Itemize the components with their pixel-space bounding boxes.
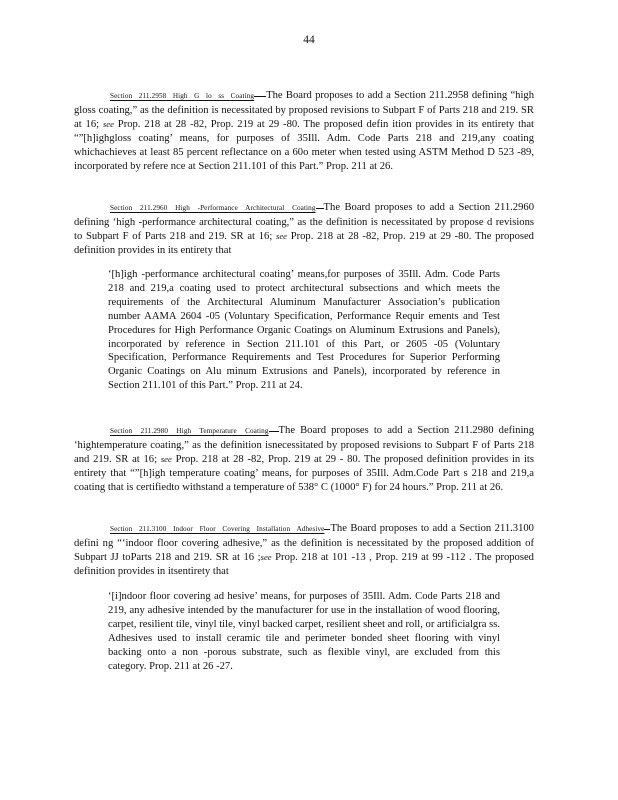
section-211-2960-paragraph [74,201,534,258]
section-211-2960-quotation: ‘[h]igh -performance architectural coating’ means,for purposes of 35Ill. Adm. Code Parts 218 and 219,a coating used to protect architectural subsections and which meets the requirements of the Architectural Aluminum Manufacturer Association’s publication number AAMA 2604 -05 (Voluntary Specification, Performance Requir ements and Test Procedures for High Performance Organic Coatings on Aluminum Extrusions and Panels), incorporated by reference in Section 211.101 of this Part, or 2605 -05 (Voluntary Specification, Performance Requirements and Test Procedures for Superior Performing Organic Coatings on Alu minum Extrusions and Panels), incorporated by reference in Section 211.101 of this Part.” Prop. 211 at 24. [108,269,500,392]
section-body: The Board proposes to add a Section 211.3100 defini ng “‘indoor floor covering adhesive,” as the definition is necessitated by the proposed addition of Subpart JJ toParts 218 and 219. SR at 16 ; [74,523,534,563]
see-signal: see [276,230,287,241]
section-heading: Section 211.2960 High -Performance Architectural Coating [110,204,316,212]
section-211-2958-paragraph [74,89,534,173]
section-body-continued: Prop. 218 at 28 -82, Prop. 219 at 29 - 80. The proposed definition provides in its entirety that “”[h]igh temperature coating’ means, for purposes of 35Ill. Adm.Code Part s 218 and 219,a coating that is certifiedto withstand a temperature of 538° C (1000° F) for 24 hours.” Prop. 211 at 26. [74,453,534,493]
section-body-continued: Prop. 218 at 28 -82, Prop. 219 at 29 -80. The proposed definition provides in its entirety that [74,230,534,256]
section-body: The Board proposes to add a Section 211.2960 defining ‘high -performance architectural coating,” as the definition is necessitated by propose d revisions to Subpart F of Parts 218 and 219. SR at 16; [74,202,534,242]
section-heading: Section 211.2958 High G lo ss Coating [110,92,255,100]
section-body: The Board proposes to add a Section 211.2980 defining ‘hightemperature coating,” as the definition isnecessitated by proposed revisions to Subpart F of Parts 218 and 219. SR at 16; [74,425,534,465]
section-body-continued: Prop. 218 at 28 -82, Prop. 219 at 29 -80. The proposed defin ition provides in its entirety that “”[h]ighgloss coating’ means, for purposes of 35Ill. Adm. Code Parts 218 and 219,any coating whichachieves at least 85 percent reflectance on a 60o meter when tested using ASTM Method D 523 -89, incorporated by refere nce at Section 211.101 of this Part.” Prop. 211 at 26. [74,118,534,172]
section-211-3100-paragraph [74,522,534,579]
section-body-continued: Prop. 218 at 101 -13 , Prop. 219 at 99 -112 . The proposed definition provides in itsentirety that [74,551,534,577]
see-signal: see [260,551,272,562]
section-211-2980-paragraph [74,424,534,495]
heading-underline [269,430,279,432]
section-body: The Board proposes to add a Section 211.2958 defining “high gloss coating,” as the definition is necessitated by proposed revisions to Subpart F of Parts 218 and 219. SR at 16; [74,90,534,130]
section-211-3100-quotation: ‘[i]ndoor floor covering ad hesive’ means, for purposes of 35Ill. Adm. Code Parts 218 and 219, any adhesive intended by the manufacturer for use in the installation of wood flooring, carpet, resilient tile, vinyl tile, vinyl backed carpet, resilient sheet and roll, or artificialgra ss. Adhesives used to install ceramic tile and perimeter bonded sheet flooring with vinyl backing onto a non -porous substrate, such as flexible vinyl, are excluded from this category. Prop. 211 at 26 -27. [108,591,500,672]
see-signal: see [160,453,172,464]
section-heading: Section 211.3100 Indoor Floor Covering Installation Adhesive [110,525,325,533]
section-heading: Section 211.2980 High Temperature Coating [110,427,269,435]
see-signal: see [102,118,114,129]
heading-underline [254,95,266,97]
heading-underline [316,207,324,209]
page-number: 44 [303,34,315,46]
